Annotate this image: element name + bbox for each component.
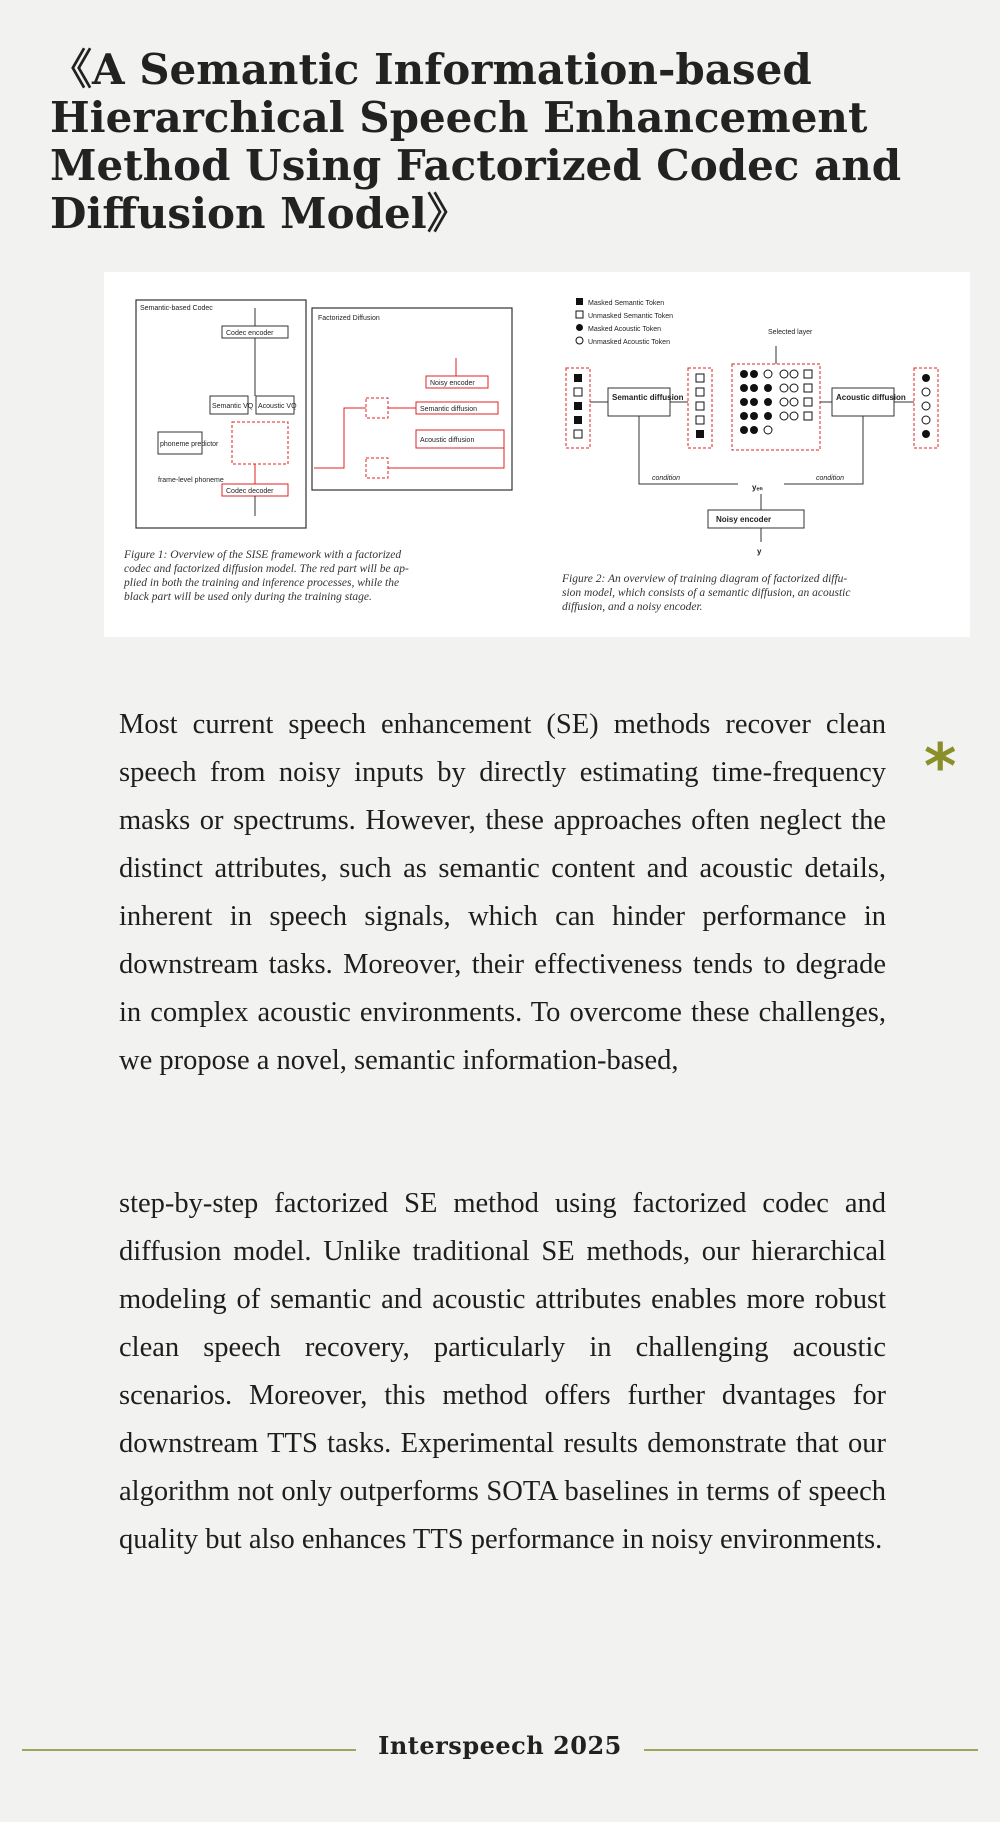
- figure2-caption-1: Figure 2: An overview of training diagram of factorized diffu-: [562, 573, 848, 585]
- fig1-codec-encoder-label: Codec encoder: [226, 330, 274, 337]
- fig1-acoustic-vq-label: Acoustic VQ: [258, 403, 297, 410]
- figure-panel: [104, 272, 970, 637]
- fig1-noisy-encoder-label: Noisy encoder: [430, 380, 475, 387]
- figures-image: [104, 272, 970, 637]
- abstract-paragraph-1: Most current speech enhancement (SE) methods recover clean speech from noisy inputs by directly estimating time-frequency masks or spectrums. However, these approaches often neglect the distinct attributes, such as semantic content and acoustic details, inherent in speech signals, which can hinder performance in downstream tasks. Moreover, their effectiveness tends to degrade in complex acoustic environments. To overcome these challenges, we propose a novel, semantic information-based,: [119, 709, 886, 1076]
- fig1-semantic-vq-label: Semantic VQ: [212, 403, 254, 410]
- fig2-selected-layer-label: Selected layer: [768, 329, 813, 336]
- fig2-condition-label-1: condition: [652, 475, 681, 482]
- fig2-noisy-encoder-label: Noisy encoder: [716, 515, 772, 524]
- fig1-acoustic-diffusion-label: Acoustic diffusion: [420, 437, 475, 444]
- figure1-caption-1: Figure 1: Overview of the SISE framework with a factorized: [124, 549, 402, 561]
- page-title: 《A Semantic Information-based Hierarchical Speech Enhancement Method Using Factorized Codec and Diffusion Model》: [50, 45, 902, 238]
- figure1-caption-3: plied in both the training and inference processes, while the: [124, 577, 400, 589]
- fig1-frame-phoneme-label: frame-level phoneme: [158, 477, 224, 484]
- figure1-diagram: [123, 300, 512, 603]
- abstract-paragraph-2: step-by-step factorized SE method using factorized codec and diffusion model. Unlike traditional SE methods, our hierarchical modeling of semantic and acoustic attributes enables more robust clean speech recovery, particularly in challenging acoustic scenarios. Moreover, this method offers further dvantages for downstream TTS tasks. Experimental results demonstrate that our algorithm not only outperforms SOTA baselines in terms of speech quality but also enhances TTS performance in noisy environments.: [119, 1188, 886, 1555]
- figure2-caption-2: sion model, which consists of a semantic diffusion, an acoustic: [562, 587, 851, 599]
- decorative-star-icon: *: [924, 730, 957, 803]
- fig1-codec-decoder-label: Codec decoder: [226, 488, 274, 495]
- fig1-codec-box-label: Semantic-based Codec: [140, 305, 213, 312]
- fig2-acoustic-diffusion-label: Acoustic diffusion: [836, 393, 906, 402]
- fig2-legend-2: Masked Acoustic Token: [588, 326, 662, 333]
- fig1-phoneme-predictor-label: phoneme predictor: [160, 441, 219, 448]
- fig2-y-label: y: [757, 547, 762, 556]
- figure1-caption-4: black part will be used only during the training stage.: [124, 591, 372, 603]
- fig2-legend-1: Unmasked Semantic Token: [588, 313, 674, 320]
- figure1-caption-2: codec and factorized diffusion model. The red part will be ap-: [124, 563, 409, 575]
- fig2-legend-0: Masked Semantic Token: [588, 300, 665, 307]
- fig2-semantic-diffusion-label: Semantic diffusion: [612, 393, 684, 402]
- fig2-condition-label-2: condition: [816, 475, 845, 482]
- fig2-ycn-label: yₑₙ: [752, 483, 763, 492]
- figure2-diagram: [561, 298, 938, 613]
- fig1-semantic-diffusion-label: Semantic diffusion: [420, 406, 478, 413]
- fig2-legend-3: Unmasked Acoustic Token: [588, 339, 670, 346]
- figure2-caption-3: diffusion, and a noisy encoder.: [562, 601, 703, 613]
- footer-conference-label: Interspeech 2025: [378, 1731, 622, 1760]
- fig1-diffusion-box-label: Factorized Diffusion: [318, 315, 380, 322]
